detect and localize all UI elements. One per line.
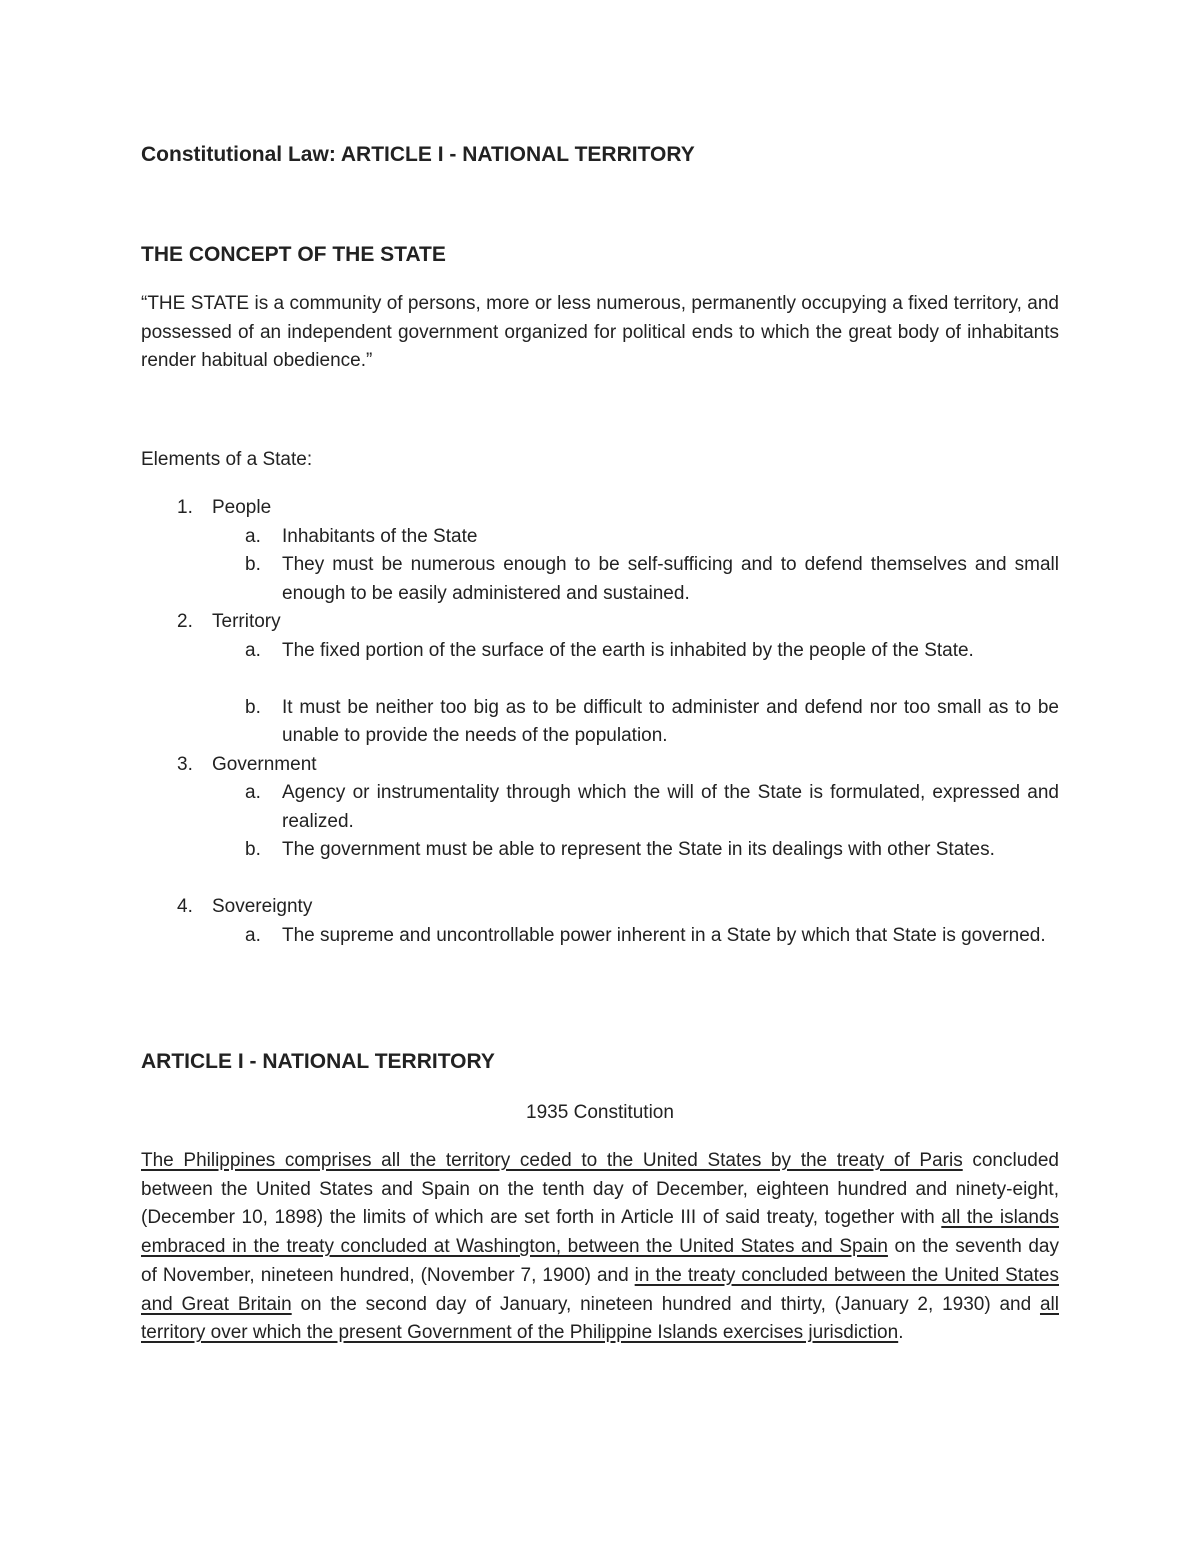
sub-item-text: The government must be able to represent the State in its dealings with other States.	[282, 839, 995, 860]
underlined-clause: The Philippines comprises all the territory ceded to the United States by the treaty of Paris	[141, 1150, 963, 1171]
sub-item-letter: a.	[245, 639, 261, 661]
underlined-clause: in the treaty concluded between the United States and Great Britain	[141, 1264, 1059, 1315]
text-run: on the seventh day of November, nineteen hundred, (November 7, 1900) and	[141, 1236, 1060, 1286]
underlined-clause: all territory over which the present Government of the Philippine Islands exercises jurisdiction	[141, 1293, 1059, 1344]
list-item-label: Territory	[212, 611, 281, 632]
text-run: .	[898, 1322, 904, 1344]
list-item-label: People	[212, 497, 272, 518]
sub-item-letter: b.	[245, 696, 261, 718]
list-item-number: 3.	[177, 753, 193, 775]
sub-item-letter: a.	[245, 782, 261, 803]
list-item-number: 1.	[177, 497, 193, 518]
text-run: on the second day of January, nineteen hundred and thirty, (January 2, 1930) and	[291, 1293, 1040, 1315]
state-definition: “THE STATE is a community of persons, more or less numerous, permanently occupying a fixed territory, and possessed of an independent government organized for political ends to which the great body of inhabitants render habitual obedience.”	[141, 293, 1059, 372]
sub-item-letter: a.	[245, 924, 261, 946]
list-item-number: 4.	[177, 896, 193, 917]
underlined-clause: all the islands embraced in the treaty concluded at Washington, between the United States and Spain	[141, 1207, 1060, 1258]
list-item-label: Sovereignty	[212, 896, 313, 917]
article-heading: ARTICLE I - NATIONAL TERRITORY	[141, 1050, 495, 1073]
constitution-year: 1935 Constitution	[526, 1102, 674, 1123]
text-run: concluded between the United States and Spain on the tenth day of December, eighteen hundred and ninety-eight, (December 10, 1898) the limits of which are set forth in Article III of said treaty, together with	[141, 1150, 1059, 1229]
sub-item-text: They must be numerous enough to be self-sufficing and to defend themselves and small enough to be easily administered and sustained.	[282, 554, 1059, 604]
sub-item-letter: b.	[245, 839, 261, 860]
sub-item-letter: a.	[245, 525, 261, 547]
list-item-number: 2.	[177, 611, 193, 632]
document-title: Constitutional Law: ARTICLE I - NATIONAL TERRITORY	[141, 143, 695, 166]
elements-intro: Elements of a State:	[141, 449, 313, 470]
sub-item-letter: b.	[245, 554, 261, 575]
sub-item-text: The fixed portion of the surface of the earth is inhabited by the people of the State.	[282, 639, 974, 661]
list-item-label: Government	[212, 753, 317, 775]
article-text	[141, 1147, 1059, 1348]
sub-item-text: The supreme and uncontrollable power inherent in a State by which that State is governed.	[282, 924, 1046, 946]
concept-heading: THE CONCEPT OF THE STATE	[141, 243, 446, 266]
sub-item-text: Inhabitants of the State	[282, 525, 478, 547]
sub-item-text: Agency or instrumentality through which the will of the State is formulated, expressed and realized.	[282, 782, 1059, 832]
sub-item-text: It must be neither too big as to be difficult to administer and defend nor too small as to be unable to provide the needs of the population.	[282, 696, 1059, 746]
